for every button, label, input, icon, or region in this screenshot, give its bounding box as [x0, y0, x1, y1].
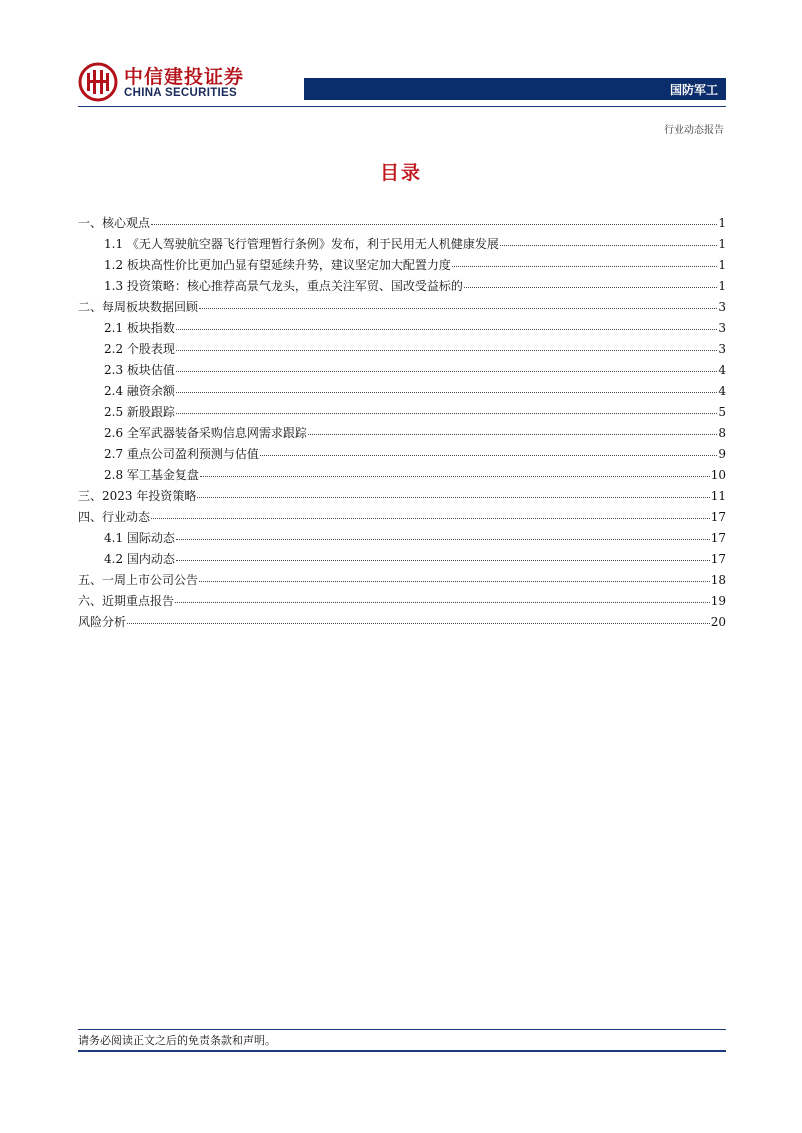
logo-chinese-name: 中信建投证券 [124, 66, 245, 88]
toc-entry[interactable] [78, 255, 726, 276]
toc-leader-dots [176, 321, 717, 330]
toc-entry-page: 1 [718, 216, 726, 230]
toc-entry-page: 17 [710, 552, 726, 566]
toc-leader-dots [175, 594, 710, 603]
toc-entry-page: 8 [718, 426, 726, 440]
sector-label: 国防军工 [669, 83, 718, 97]
toc-leader-dots [308, 426, 717, 435]
toc-entry[interactable] [78, 360, 726, 381]
toc-entry-page: 3 [718, 321, 726, 335]
page-title: 目录 [379, 162, 422, 184]
toc-entry-title: 三、2023 年投资策略 [78, 489, 197, 503]
toc-entry-title: 2.4 融资余额 [104, 384, 175, 398]
toc-leader-dots [176, 552, 710, 561]
toc-entry[interactable] [78, 234, 726, 255]
header-divider [78, 106, 726, 107]
toc-entry-page: 9 [718, 447, 726, 461]
toc-entry-page: 19 [710, 594, 726, 608]
toc-entry-title: 2.1 板块指数 [104, 321, 175, 335]
toc-entry-title: 2.5 新股跟踪 [104, 405, 175, 419]
toc-leader-dots [151, 510, 710, 519]
toc-entry-page: 5 [718, 405, 726, 419]
footer-divider-bottom [78, 1050, 726, 1052]
toc-entry[interactable] [78, 276, 726, 297]
toc-entry-page: 1 [718, 279, 726, 293]
toc-leader-dots [197, 489, 709, 498]
toc-entry-title: 五、一周上市公司公告 [78, 573, 199, 587]
table-of-contents [78, 213, 726, 633]
sector-banner [304, 78, 726, 100]
toc-leader-dots [176, 405, 717, 414]
toc-entry[interactable] [78, 486, 726, 507]
toc-entry-title: 2.2 个股表现 [104, 342, 175, 356]
toc-entry-page: 4 [718, 384, 726, 398]
toc-entry[interactable] [78, 402, 726, 423]
toc-entry[interactable] [78, 213, 726, 234]
toc-entry-page: 4 [718, 363, 726, 377]
toc-entry-title: 4.2 国内动态 [104, 552, 175, 566]
china-securities-logo-icon [78, 62, 118, 102]
toc-entry-page: 1 [718, 237, 726, 251]
toc-leader-dots [127, 615, 710, 624]
toc-entry[interactable] [78, 465, 726, 486]
toc-entry[interactable] [78, 297, 726, 318]
toc-entry[interactable] [78, 612, 726, 633]
toc-entry-title: 1.1 《无人驾驶航空器飞行管理暂行条例》发布，利于民用无人机健康发展 [104, 237, 499, 251]
toc-entry-title: 2.8 军工基金复盘 [104, 468, 199, 482]
toc-leader-dots [176, 363, 717, 372]
toc-leader-dots [464, 279, 717, 288]
toc-leader-dots [151, 216, 717, 225]
toc-leader-dots [500, 237, 717, 246]
toc-entry[interactable] [78, 591, 726, 612]
toc-entry-page: 1 [718, 258, 726, 272]
toc-leader-dots [176, 384, 717, 393]
toc-entry[interactable] [78, 423, 726, 444]
toc-entry-page: 10 [710, 468, 726, 482]
footer-disclaimer: 请务必阅读正文之后的免责条款和声明。 [78, 1034, 276, 1047]
toc-entry[interactable] [78, 339, 726, 360]
toc-entry-title: 4.1 国际动态 [104, 531, 175, 545]
toc-entry[interactable] [78, 507, 726, 528]
logo [78, 60, 258, 104]
toc-entry-title: 2.7 重点公司盈利预测与估值 [104, 447, 259, 461]
toc-entry-title: 风险分析 [78, 615, 127, 629]
page-header [78, 60, 726, 110]
toc-leader-dots [199, 573, 710, 582]
toc-entry-title: 1.2 板块高性价比更加凸显有望延续升势，建议坚定加大配置力度 [104, 258, 451, 272]
toc-entry[interactable] [78, 528, 726, 549]
toc-entry[interactable] [78, 570, 726, 591]
toc-leader-dots [176, 531, 710, 540]
footer-divider-top [78, 1029, 726, 1030]
toc-entry-title: 二、每周板块数据回顾 [78, 300, 199, 314]
toc-leader-dots [200, 468, 710, 477]
logo-english-name: CHINA SECURITIES [124, 87, 237, 99]
toc-entry[interactable] [78, 381, 726, 402]
toc-entry-title: 1.3 投资策略：核心推荐高景气龙头，重点关注军贸、国改受益标的 [104, 279, 463, 293]
toc-leader-dots [199, 300, 717, 309]
toc-entry-page: 3 [718, 300, 726, 314]
toc-leader-dots [260, 447, 717, 456]
toc-leader-dots [176, 342, 717, 351]
toc-entry-page: 11 [710, 489, 726, 503]
toc-entry[interactable] [78, 444, 726, 465]
toc-entry[interactable] [78, 549, 726, 570]
toc-entry-title: 2.3 板块估值 [104, 363, 175, 377]
toc-entry[interactable] [78, 318, 726, 339]
toc-entry-title: 2.6 全军武器装备采购信息网需求跟踪 [104, 426, 307, 440]
report-type: 行业动态报告 [664, 125, 724, 136]
toc-entry-title: 四、行业动态 [78, 510, 151, 524]
toc-entry-title: 一、核心观点 [78, 216, 151, 230]
toc-entry-page: 18 [710, 573, 726, 587]
toc-entry-page: 20 [710, 615, 726, 629]
toc-entry-title: 六、近期重点报告 [78, 594, 175, 608]
toc-entry-page: 3 [718, 342, 726, 356]
toc-leader-dots [452, 258, 717, 267]
toc-entry-page: 17 [710, 531, 726, 545]
toc-entry-page: 17 [710, 510, 726, 524]
